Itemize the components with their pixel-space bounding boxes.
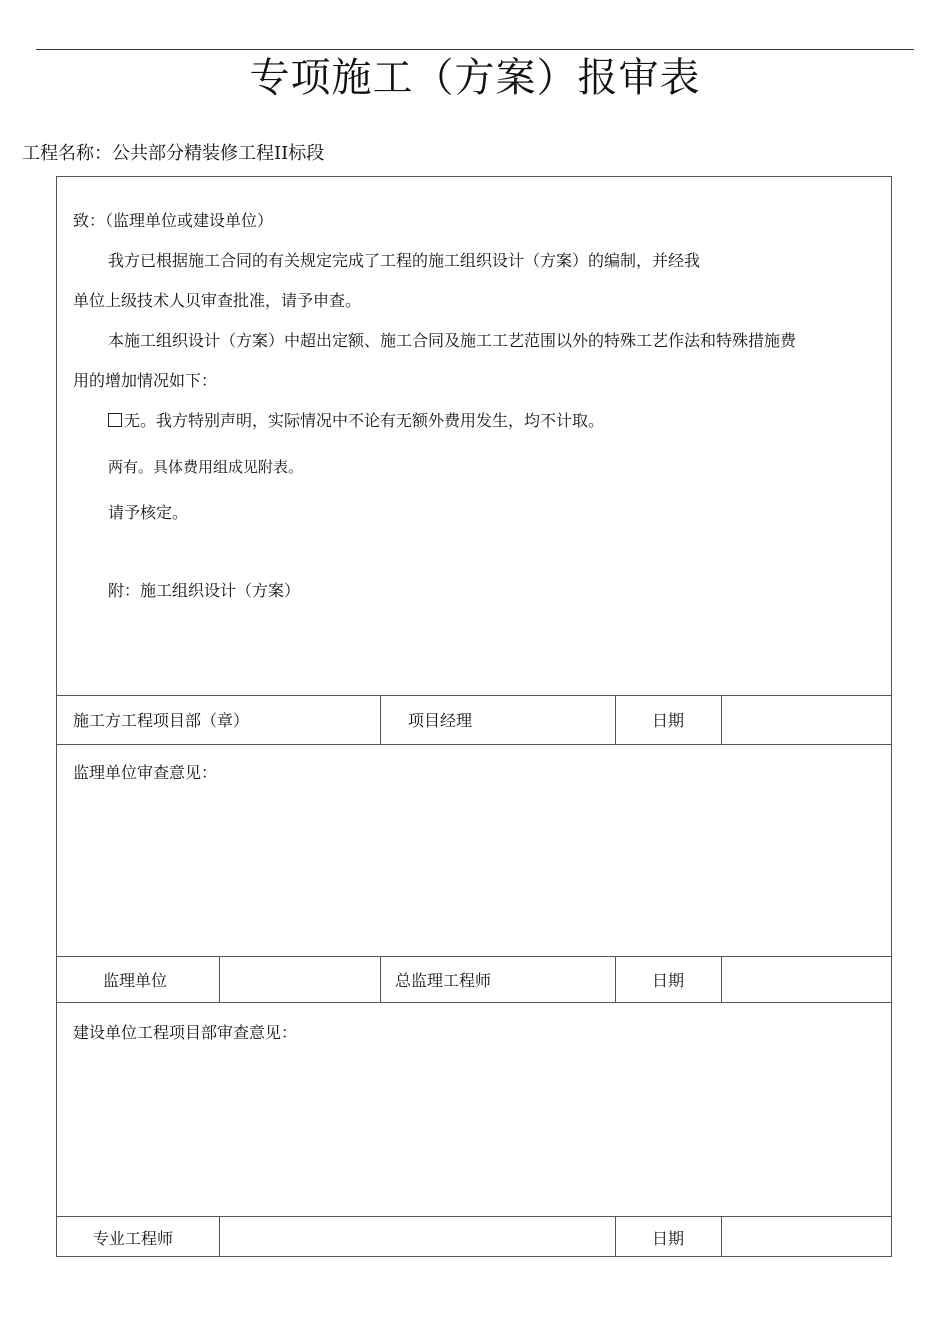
- col-divider: [615, 1216, 616, 1257]
- col-divider: [219, 1216, 220, 1257]
- row-divider: [57, 956, 891, 957]
- col-divider: [721, 956, 722, 1002]
- form-title: 专项施工（方案）报审表: [249, 55, 701, 101]
- row-divider: [57, 1216, 891, 1217]
- addressee-line: 致：（监理单位或建设单位）: [73, 211, 274, 230]
- option-none-checkbox[interactable]: [108, 413, 122, 427]
- col-divider: [219, 956, 220, 1002]
- col-divider: [721, 695, 722, 744]
- project-manager-label: 项目经理: [408, 711, 473, 730]
- contractor-dept-label: 施工方工程项目部（章）: [73, 711, 250, 730]
- option-yes: 两有。具体费用组成见附表。: [108, 458, 304, 476]
- option-none: [108, 410, 604, 432]
- owner-date-label: 日期: [652, 1229, 685, 1248]
- row-divider: [57, 1002, 891, 1003]
- cost-text-2: 用的增加情况如下：: [73, 371, 218, 390]
- chief-supervisor-label: 总监理工程师: [395, 971, 492, 990]
- declaration-text-2: 单位上级技术人贝审查批准，请予申查。: [73, 291, 362, 310]
- declaration-text-1: 我方已根据施工合同的有关规定完成了工程的施工组织设计（方案）的编制，并经我: [108, 251, 701, 270]
- professional-engineer-label: 专业工程师: [93, 1229, 174, 1248]
- row-divider: [57, 695, 891, 696]
- owner-opinion-label: 建设单位工程项目部审查意见：: [73, 1023, 298, 1042]
- supervisor-opinion-label: 监理单位审查意见：: [73, 763, 218, 782]
- col-divider: [380, 956, 381, 1002]
- option-none-label: 无。我方特别声明，实际情况中不论有无额外费用发生，均不计取。: [124, 411, 605, 430]
- attachment-line: 附：施工组织设计（方案）: [108, 581, 301, 600]
- cost-text-1: 本施工组织设计（方案）中超出定额、施工合同及施工工艺范围以外的特殊工艺作法和特殊措施费: [108, 331, 797, 350]
- col-divider: [615, 695, 616, 744]
- supervisor-date-label: 日期: [652, 971, 685, 990]
- project-name: 工程名称：公共部分精装修工程II标段: [22, 143, 325, 164]
- request-line: 请予核定。: [108, 503, 189, 522]
- contractor-date-label: 日期: [652, 711, 685, 730]
- review-form-table: [56, 176, 892, 1257]
- supervisor-unit-label: 监理单位: [103, 971, 168, 990]
- col-divider: [721, 1216, 722, 1257]
- col-divider: [615, 956, 616, 1002]
- col-divider: [380, 695, 381, 744]
- row-divider: [57, 744, 891, 745]
